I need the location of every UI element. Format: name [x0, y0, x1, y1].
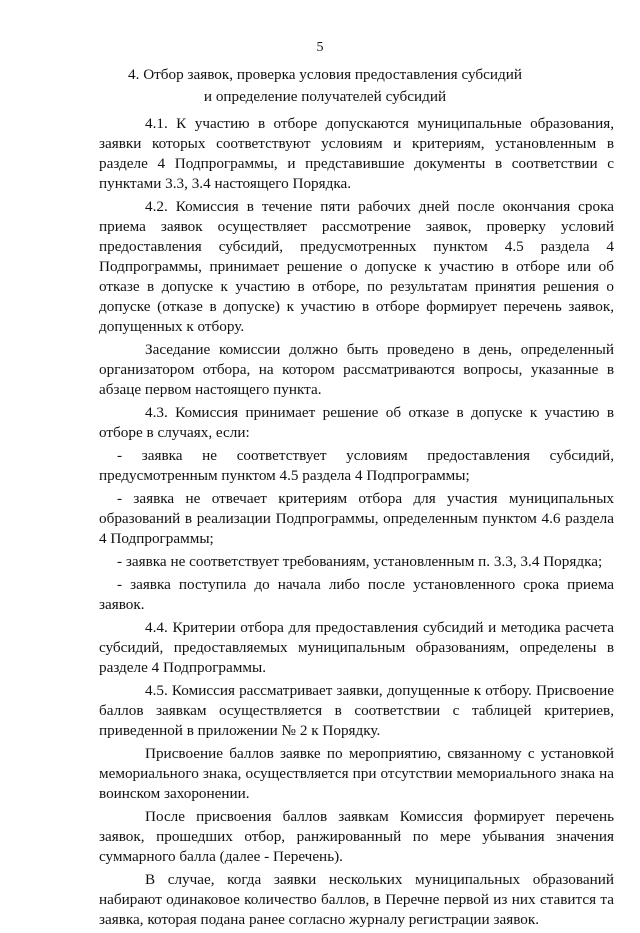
body-paragraph: После присвоения баллов заявкам Комиссия формирует перечень заявок, прошедших отбор, ранжированный по мере убывания значения суммарного балла (далее - Перечень). — [99, 808, 614, 865]
list-item-paragraph: - заявка не отвечает критериям отбора для участия муниципальных образований в реализации Подпрограммы, определенным пунктом 4.6 раздела 4 Подпрограммы; — [99, 490, 614, 547]
document-body — [99, 114, 614, 933]
body-paragraph: 4.2. Комиссия в течение пяти рабочих дней после окончания срока приема заявок осуществляет рассмотрение заявок, проверку условий предоставления субсидий, предусмотренных пунктом 4.5 раздела 4 Подпрограммы, принимает решение о допуске к участию в отборе или об отказе в допуске к участию в отборе, по результатам принятия решения о допуске (отказе в допуске) к участию в отборе формирует перечень заявок, допущенных к отбору. — [99, 198, 614, 335]
page-number: 5 — [316, 40, 324, 55]
section-title-line-1: 4. Отбор заявок, проверка условия предоставления субсидий — [128, 66, 522, 83]
body-paragraph: Заседание комиссии должно быть проведено в день, определенный организатором отбора, на котором рассматриваются вопросы, указанные в абзаце первом настоящего пункта. — [99, 341, 614, 398]
list-item-paragraph: - заявка не соответствует требованиям, установленным п. 3.3, 3.4 Порядка; — [117, 553, 603, 570]
body-paragraph: Присвоение баллов заявке по мероприятию, связанному с установкой мемориального знака, осуществляется при отсутствии мемориального знака на воинском захоронении. — [99, 745, 614, 802]
list-item-paragraph: - заявка не соответствует условиям предоставления субсидий, предусмотренным пунктом 4.5 раздела 4 Подпрограммы; — [99, 447, 614, 484]
body-paragraph: В случае, когда заявки нескольких муниципальных образований набирают одинаковое количество баллов, в Перечне первой из них ставится та заявка, которая подана ранее согласно журналу регистрации заявок. — [99, 871, 614, 928]
section-title-line-2: и определение получателей субсидий — [203, 88, 447, 105]
body-paragraph: 4.4. Критерии отбора для предоставления субсидий и методика расчета субсидий, предоставляемых муниципальным образованиям, определены в разделе 4 Подпрограммы. — [99, 619, 614, 676]
section-title — [90, 64, 560, 108]
body-paragraph: 4.1. К участию в отборе допускаются муниципальные образования, заявки которых соответствуют условиям и критериям, установленным в разделе 4 Подпрограммы, и представившие документы в соответствии с пунктами 3.3, 3.4 настоящего Порядка. — [99, 115, 614, 192]
body-paragraph: 4.3. Комиссия принимает решение об отказе в допуске к участию в отборе в случаях, если: — [99, 404, 614, 441]
body-paragraph: 4.5. Комиссия рассматривает заявки, допущенные к отбору. Присвоение баллов заявкам осуществляется в соответствии с таблицей критериев, приведенной в приложении № 2 к Порядку. — [99, 682, 614, 739]
list-item-paragraph: - заявка поступила до начала либо после установленного срока приема заявок. — [99, 576, 614, 613]
